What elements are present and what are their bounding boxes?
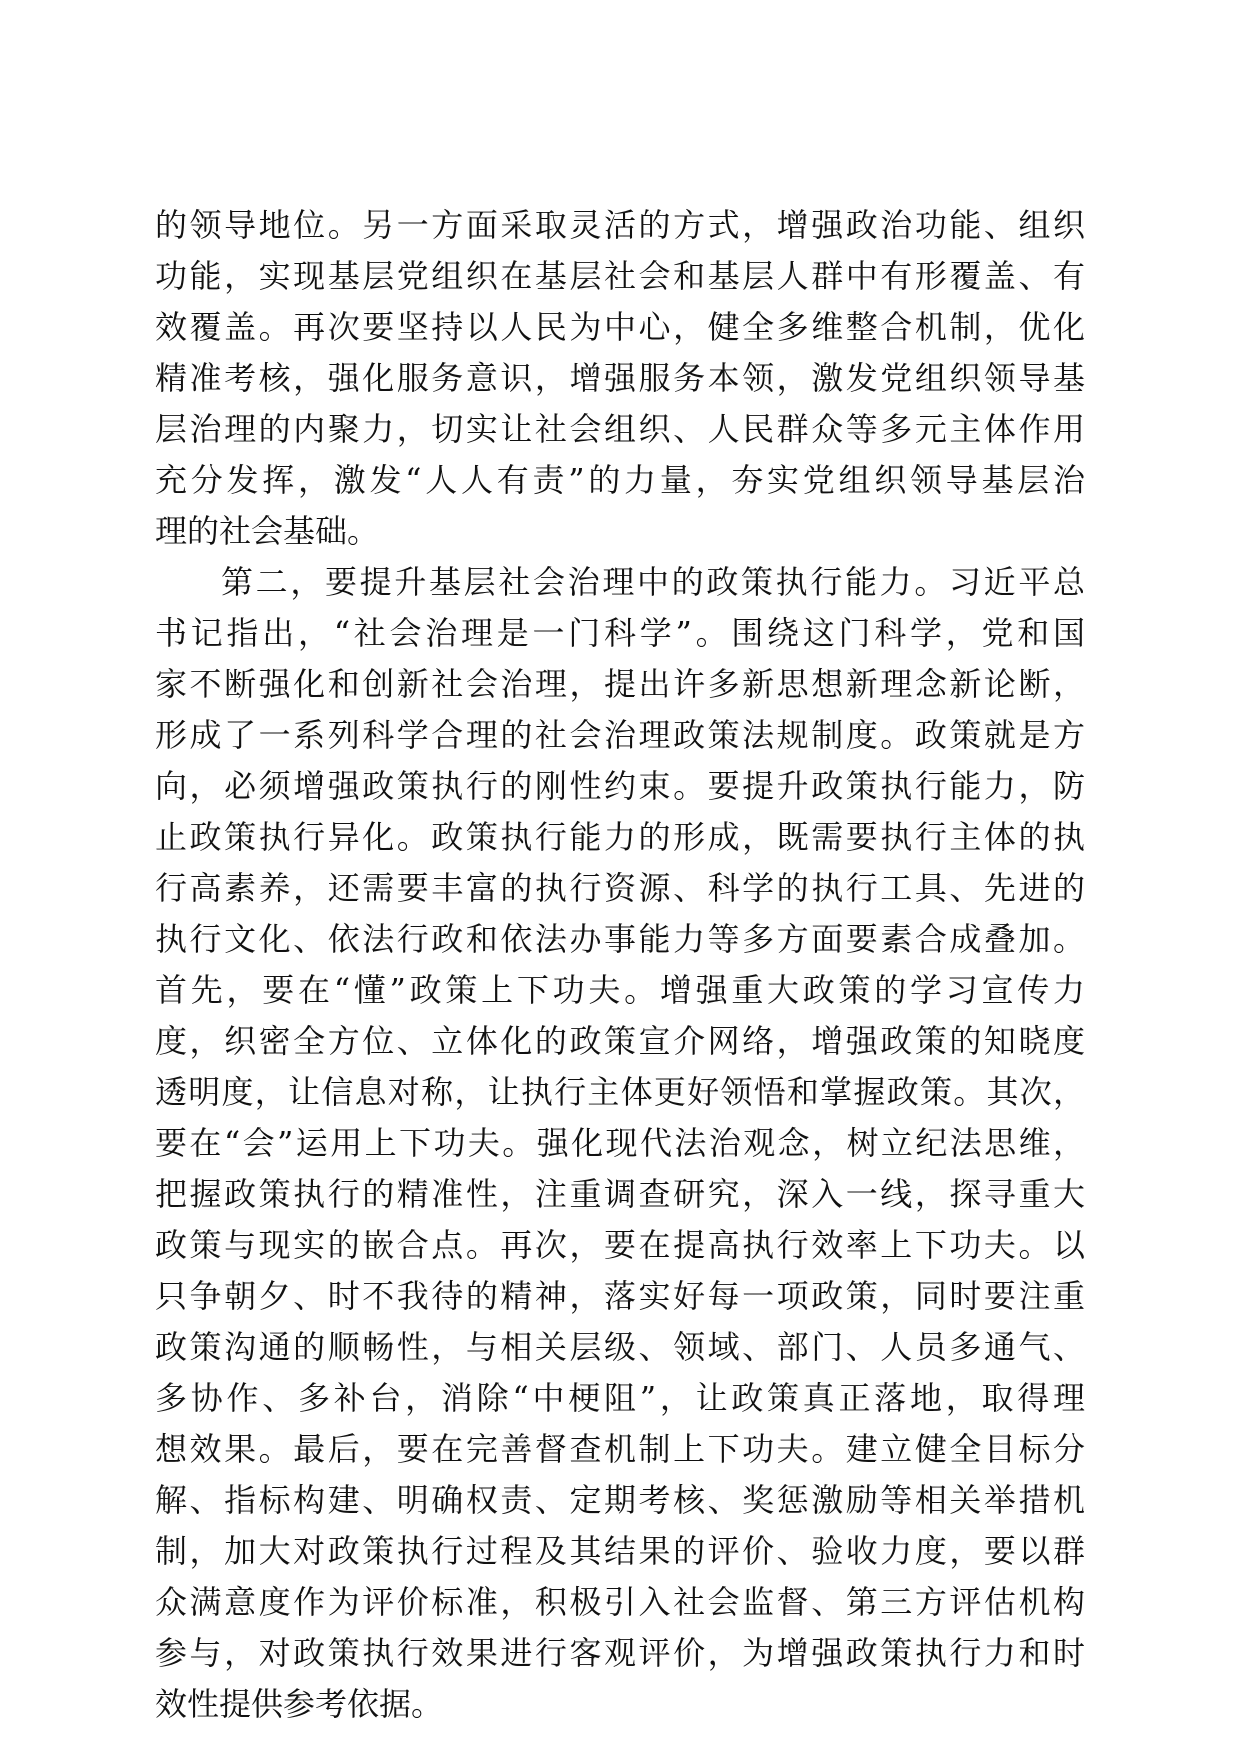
- text-line: 行高素养，还需要丰富的执行资源、科学的执行工具、先进的: [155, 869, 1085, 907]
- text-line: 制，加大对政策执行过程及其结果的评价、验收力度，要以群: [155, 1532, 1085, 1570]
- text-line: 参与，对政策执行效果进行客观评价，为增强政策执行力和时: [155, 1634, 1085, 1672]
- text-line: 家不断强化和创新社会治理，提出许多新思想新理念新论断，: [155, 665, 1085, 703]
- text-line: 充分发挥，激发“人人有责”的力量，夯实党组织领导基层治: [155, 461, 1085, 499]
- text-line: 的领导地位。另一方面采取灵活的方式，增强政治功能、组织: [155, 206, 1085, 244]
- text-line: 把握政策执行的精准性，注重调查研究，深入一线，探寻重大: [155, 1175, 1085, 1213]
- text-line: 层治理的内聚力，切实让社会组织、人民群众等多元主体作用: [155, 410, 1085, 448]
- paragraph-1: [155, 200, 1085, 557]
- text-line: 形成了一系列科学合理的社会治理政策法规制度。政策就是方: [155, 716, 1085, 754]
- text-line: 效覆盖。再次要坚持以人民为中心，健全多维整合机制，优化: [155, 308, 1085, 346]
- text-line: 要在“会”运用上下功夫。强化现代法治观念，树立纪法思维，: [155, 1124, 1085, 1162]
- paragraph-2: [155, 557, 1085, 1730]
- text-line: 理的社会基础。: [155, 512, 380, 550]
- text-line: 只争朝夕、时不我待的精神，落实好每一项政策，同时要注重: [155, 1277, 1085, 1315]
- text-line: 众满意度作为评价标准，积极引入社会监督、第三方评估机构: [155, 1583, 1085, 1621]
- text-line: 止政策执行异化。政策执行能力的形成，既需要执行主体的执: [155, 818, 1085, 856]
- text-line: 首先，要在“懂”政策上下功夫。增强重大政策的学习宣传力: [155, 971, 1085, 1009]
- text-line: 功能，实现基层党组织在基层社会和基层人群中有形覆盖、有: [155, 257, 1085, 295]
- text-line: 政策沟通的顺畅性，与相关层级、领域、部门、人员多通气、: [155, 1328, 1085, 1366]
- text-line: 执行文化、依法行政和依法办事能力等多方面要素合成叠加。: [155, 920, 1085, 958]
- text-line: 效性提供参考依据。: [155, 1685, 444, 1723]
- text-line: 精准考核，强化服务意识，增强服务本领，激发党组织领导基: [155, 359, 1085, 397]
- text-line: 想效果。最后，要在完善督查机制上下功夫。建立健全目标分: [155, 1430, 1085, 1468]
- text-line: 第二，要提升基层社会治理中的政策执行能力。习近平总: [221, 563, 1085, 601]
- text-line: 度，织密全方位、立体化的政策宣介网络，增强政策的知晓度: [155, 1022, 1085, 1060]
- text-line: 政策与现实的嵌合点。再次，要在提高执行效率上下功夫。以: [155, 1226, 1085, 1264]
- text-line: 解、指标构建、明确权责、定期考核、奖惩激励等相关举措机: [155, 1481, 1085, 1519]
- document-body: [155, 200, 1085, 1730]
- text-line: 透明度，让信息对称，让执行主体更好领悟和掌握政策。其次，: [155, 1073, 1085, 1111]
- text-line: 向，必须增强政策执行的刚性约束。要提升政策执行能力，防: [155, 767, 1085, 805]
- text-line: 书记指出，“社会治理是一门科学”。围绕这门科学，党和国: [155, 614, 1085, 652]
- text-line: 多协作、多补台，消除“中梗阻”，让政策真正落地，取得理: [155, 1379, 1085, 1417]
